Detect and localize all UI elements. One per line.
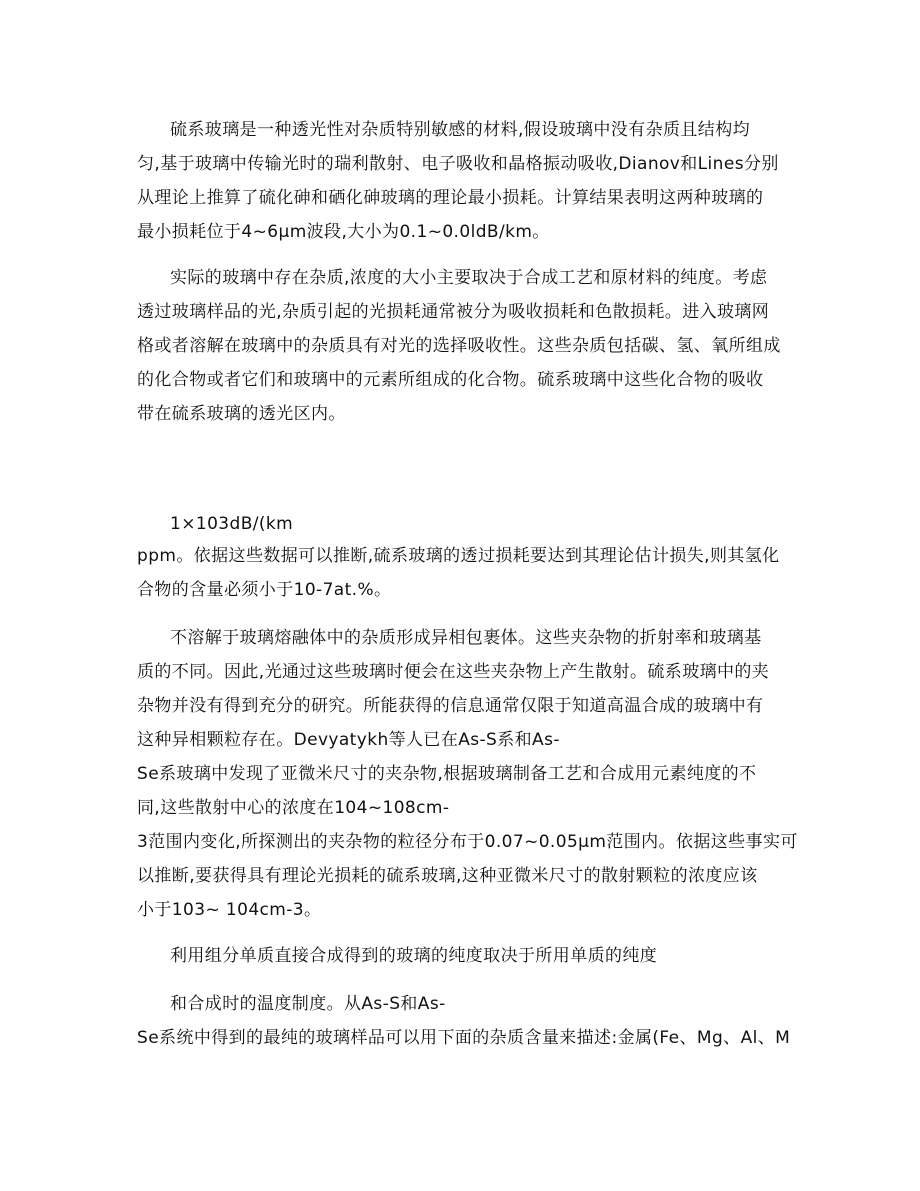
paragraph-4-line-1: 不溶解于玻璃熔融体中的杂质形成异相包裹体。这些夹杂物的折射率和玻璃基 (170, 628, 762, 648)
paragraph-2-line-1: 实际的玻璃中存在杂质,浓度的大小主要取决于合成工艺和原材料的纯度。考虑 (170, 268, 768, 288)
paragraph-2-line-2: 透过玻璃样品的光,杂质引起的光损耗通常被分为吸收损耗和色散损耗。进入玻璃网 (137, 302, 770, 322)
paragraph-6-line-2: Se系统中得到的最纯的玻璃样品可以用下面的杂质含量来描述:金属(Fe、Mg、Al、M (137, 1028, 791, 1048)
paragraph-1-line-2: 匀,基于玻璃中传输光时的瑞利散射、电子吸收和晶格振动吸收,Dianov和Lines分别 (137, 154, 779, 174)
paragraph-4-line-4: 这种异相颗粒存在。Devyatykh等人已在As-S系和As- (137, 730, 560, 750)
paragraph-2-line-5: 带在硫系玻璃的透光区内。 (137, 404, 346, 424)
paragraph-4-line-8: 以推断,要获得具有理论光损耗的硫系玻璃,这种亚微米尺寸的散射颗粒的浓度应该 (137, 866, 758, 886)
paragraph-2-line-4: 的化合物或者它们和玻璃中的元素所组成的化合物。硫系玻璃中这些化合物的吸收 (137, 370, 764, 390)
paragraph-1-line-3: 从理论上推算了硫化砷和硒化砷玻璃的理论最小损耗。计算结果表明这两种玻璃的 (137, 188, 764, 208)
paragraph-3-line-1: 1×103dB/(km (170, 514, 294, 534)
paragraph-3-line-2: ppm。依据这些数据可以推断,硫系玻璃的透过损耗要达到其理论估计损失,则其氢化 (137, 546, 780, 566)
paragraph-1-line-4: 最小损耗位于4~6μm波段,大小为0.1~0.0ldB/km。 (137, 222, 550, 242)
paragraph-2-line-3: 格或者溶解在玻璃中的杂质具有对光的选择吸收性。这些杂质包括碳、氢、氧所组成 (137, 336, 781, 356)
paragraph-4-line-3: 杂物并没有得到充分的研究。所能获得的信息通常仅限于知道高温合成的玻璃中有 (137, 696, 764, 716)
paragraph-4-line-9: 小于103~ 104cm-3。 (137, 900, 322, 920)
paragraph-4-line-7: 3范围内变化,所探测出的夹杂物的粒径分布于0.07~0.05μm范围内。依据这些事实可 (137, 832, 798, 852)
paragraph-4-line-5: Se系玻璃中发现了亚微米尺寸的夹杂物,根据玻璃制备工艺和合成用元素纯度的不 (137, 764, 757, 784)
paragraph-3-line-3: 合物的含量必须小于10-7at.%。 (137, 580, 392, 600)
paragraph-6-line-1: 和合成时的温度制度。从As-S和As- (170, 994, 446, 1014)
paragraph-4-line-2: 质的不同。因此,光通过这些玻璃时便会在这些夹杂物上产生散射。硫系玻璃中的夹 (137, 662, 770, 682)
paragraph-4-line-6: 同,这些散射中心的浓度在104~108cm- (137, 798, 450, 818)
paragraph-5-line-1: 利用组分单质直接合成得到的玻璃的纯度取决于所用单质的纯度 (170, 946, 658, 966)
paragraph-1-line-1: 硫系玻璃是一种透光性对杂质特别敏感的材料,假设玻璃中没有杂质且结构均 (170, 120, 751, 140)
